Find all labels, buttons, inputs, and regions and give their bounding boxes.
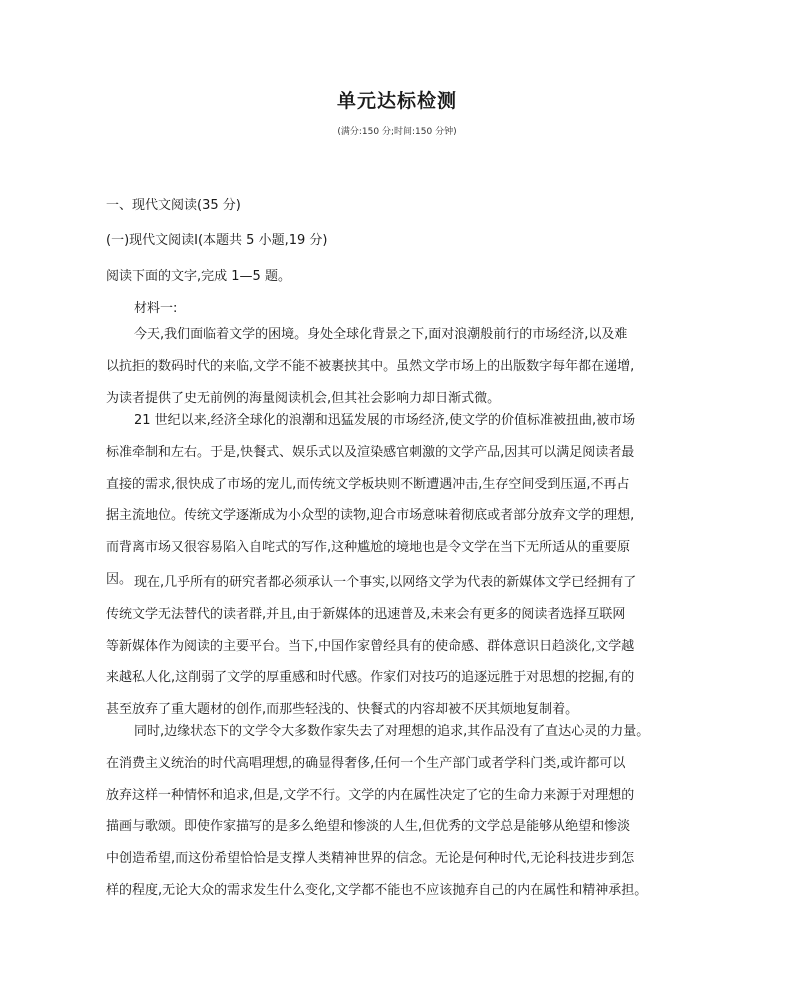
paragraph-line: 描画与歌颂。即使作家描写的是多么绝望和惨淡的人生,但优秀的文学总是能够从绝望和惨淡 [106, 819, 631, 835]
paragraph-line: 等新媒体作为阅读的主要平台。当下,中国作家曾经具有的使命感、群体意识日趋淡化,文学越 [106, 638, 635, 654]
paragraph-line: 放弃这样一种情怀和追求,但是,文学不行。文学的内在属性决定了它的生命力来源于对理想的 [106, 787, 635, 803]
paragraph-line: 在消费主义统治的时代高唱理想,的确显得奢侈,任何一个生产部门或者学科门类,或许都可以 [106, 755, 626, 771]
paragraph-line: 因。 [106, 571, 133, 587]
paragraph-1 [106, 319, 706, 414]
paragraph-3 [106, 567, 706, 726]
paragraph-line: 传统文学无法替代的读者群,并且,由于新媒体的迅速普及,未来会有更多的阅读者选择互联网 [106, 606, 626, 622]
material-label: 材料一: [134, 301, 178, 316]
section-heading: 一、现代文阅读(35 分) [106, 198, 241, 213]
paragraph-line: 21 世纪以来,经济全球化的浪潮和迅猛发展的市场经济,使文学的价值标准被扭曲,被市场 [134, 413, 636, 428]
paragraph-line: 同时,边缘状态下的文学令大多数作家失去了对理想的追求,其作品没有了直达心灵的力量。 [134, 724, 650, 739]
subsection-heading: (一)现代文阅读Ⅰ(本题共 5 小题,19 分) [106, 233, 328, 248]
paragraph-line: 来越私人化,这削弱了文学的厚重感和时代感。作家们对技巧的追逐远胜于对思想的挖掘,有的 [106, 670, 635, 686]
reading-instruction: 阅读下面的文字,完成 1—5 题。 [106, 269, 291, 284]
paragraph-line: 标准牵制和左右。于是,快餐式、娱乐式以及渲染感官刺激的文学产品,因其可以满足阅读者最 [106, 444, 635, 460]
paragraph-line: 据主流地位。传统文学逐渐成为小众型的读物,迎合市场意味着彻底或者部分放弃文学的理想, [106, 508, 635, 524]
paragraph-line: 今天,我们面临着文学的困境。身处全球化背景之下,面对浪潮般前行的市场经济,以及难 [134, 327, 628, 342]
paragraph-line: 样的程度,无论大众的需求发生什么变化,文学都不能也不应该抛弃自己的内在属性和精神承担。 [106, 882, 648, 898]
paragraph-line: 中创造希望,而这份希望恰恰是支撑人类精神世界的信念。无论是何种时代,无论科技进步到怎 [106, 851, 635, 867]
page-title: 单元达标检测 [336, 90, 457, 112]
paragraph-line: 现在,几乎所有的研究者都必须承认一个事实,以网络文学为代表的新媒体文学已经拥有了 [134, 575, 637, 590]
paragraph-line: 为读者提供了史无前例的海量阅读机会,但其社会影响力却日渐式微。 [106, 390, 501, 406]
paragraph-4 [106, 716, 706, 907]
paragraph-line: 甚至放弃了重大题材的创作,而那些轻浅的、快餐式的内容却被不厌其烦地复制着。 [106, 702, 579, 718]
paragraph-line: 直接的需求,很快成了市场的宠儿,而传统文学板块则不断遭遇冲击,生存空间受到压逼,不再占 [106, 476, 630, 492]
exam-info: (满分:150 分;时间:150 分钟) [337, 127, 457, 137]
paragraph-line: 以抗拒的数码时代的来临,文学不能不被裹挟其中。虽然文学市场上的出版数字每年都在递增, [106, 358, 635, 374]
paragraph-line: 而背离市场又很容易陷入自咤式的写作,这种尴尬的境地也是令文学在当下无所适从的重要原 [106, 540, 631, 556]
